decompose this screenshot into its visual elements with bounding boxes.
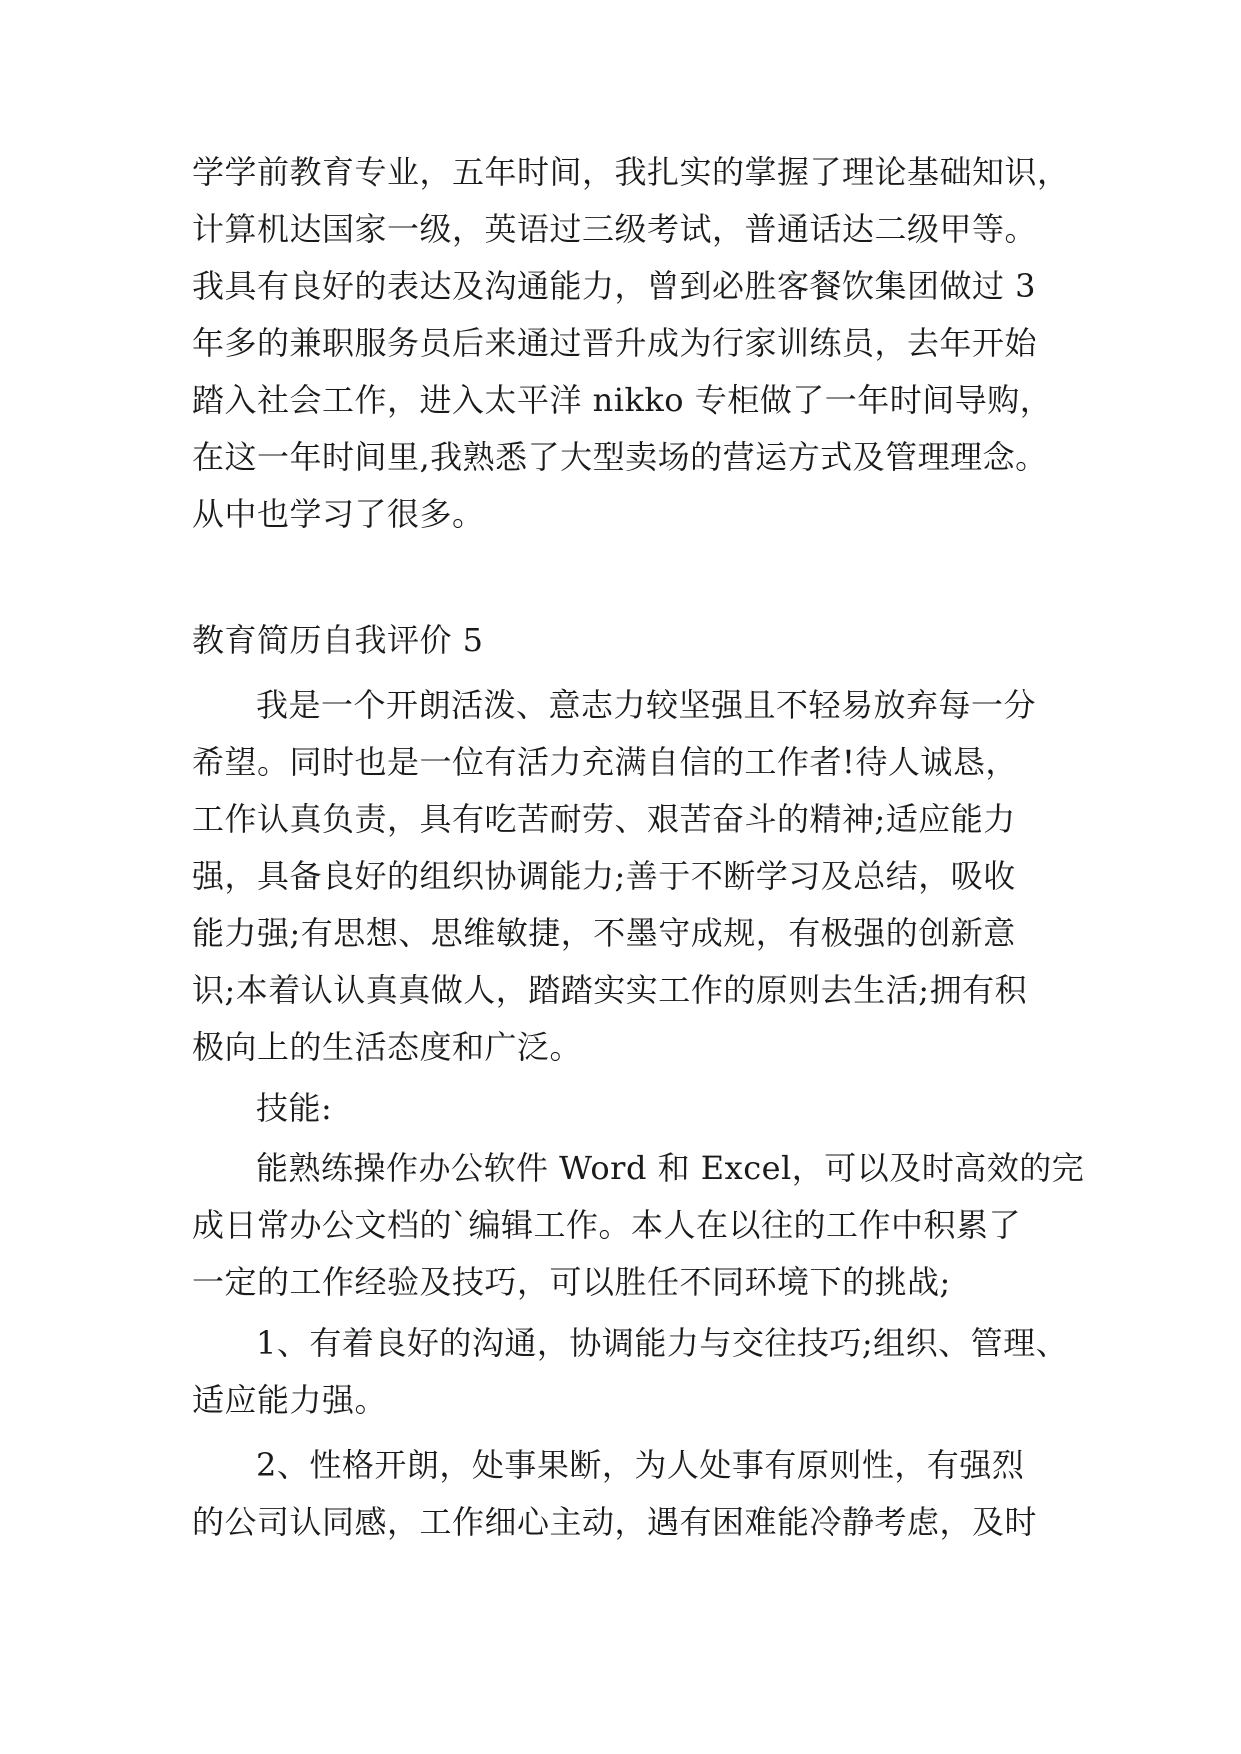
paragraph-line: 我是一个开朗活泼、意志力较坚强且不轻易放弃每一分 — [256, 686, 1037, 724]
intro-line: 年多的兼职服务员后来通过晋升成为行家训练员，去年开始 — [192, 324, 1038, 362]
section-title: 教育简历自我评价 5 — [192, 621, 484, 659]
paragraph-line: 能熟练操作办公软件 Word 和 Excel，可以及时高效的完 — [256, 1149, 1085, 1187]
skills-label: 技能: — [256, 1089, 333, 1127]
paragraph-line: 强，具备良好的组织协调能力;善于不断学习及总结，吸收 — [192, 857, 1016, 895]
intro-line: 我具有良好的表达及沟通能力，曾到必胜客餐饮集团做过 3 — [192, 267, 1037, 305]
paragraph-line: 极向上的生活态度和广泛。 — [192, 1028, 583, 1066]
paragraph-line: 工作认真负责，具有吃苦耐劳、艰苦奋斗的精神;适应能力 — [192, 800, 1016, 838]
paragraph-line: 希望。同时也是一位有活力充满自信的工作者!待人诚恳， — [192, 743, 1018, 781]
paragraph-line: 一定的工作经验及技巧，可以胜任不同环境下的挑战; — [192, 1263, 951, 1301]
intro-line: 踏入社会工作，进入太平洋 nikko 专柜做了一年时间导购， — [192, 381, 1053, 419]
paragraph-line: 成日常办公文档的`编辑工作。本人在以往的工作中积累了 — [192, 1206, 1022, 1244]
intro-line: 学学前教育专业，五年时间，我扎实的掌握了理论基础知识， — [192, 153, 1070, 191]
intro-line: 从中也学习了很多。 — [192, 495, 485, 533]
list-item-line: 1、有着良好的沟通，协调能力与交往技巧;组织、管理、 — [256, 1324, 1069, 1362]
intro-line: 在这一年时间里,我熟悉了大型卖场的营运方式及管理理念。 — [192, 438, 1048, 476]
list-item-line: 的公司认同感，工作细心主动，遇有困难能冷静考虑，及时 — [192, 1503, 1038, 1541]
paragraph-line: 识;本着认认真真做人，踏踏实实工作的原则去生活;拥有积 — [192, 971, 1028, 1009]
paragraph-line: 能力强;有思想、思维敏捷，不墨守成规，有极强的创新意 — [192, 914, 1016, 952]
intro-line: 计算机达国家一级，英语过三级考试，普通话达二级甲等。 — [192, 210, 1038, 248]
list-item-line: 2、性格开朗，处事果断，为人处事有原则性，有强烈 — [256, 1446, 1025, 1484]
list-item-line: 适应能力强。 — [192, 1381, 388, 1419]
